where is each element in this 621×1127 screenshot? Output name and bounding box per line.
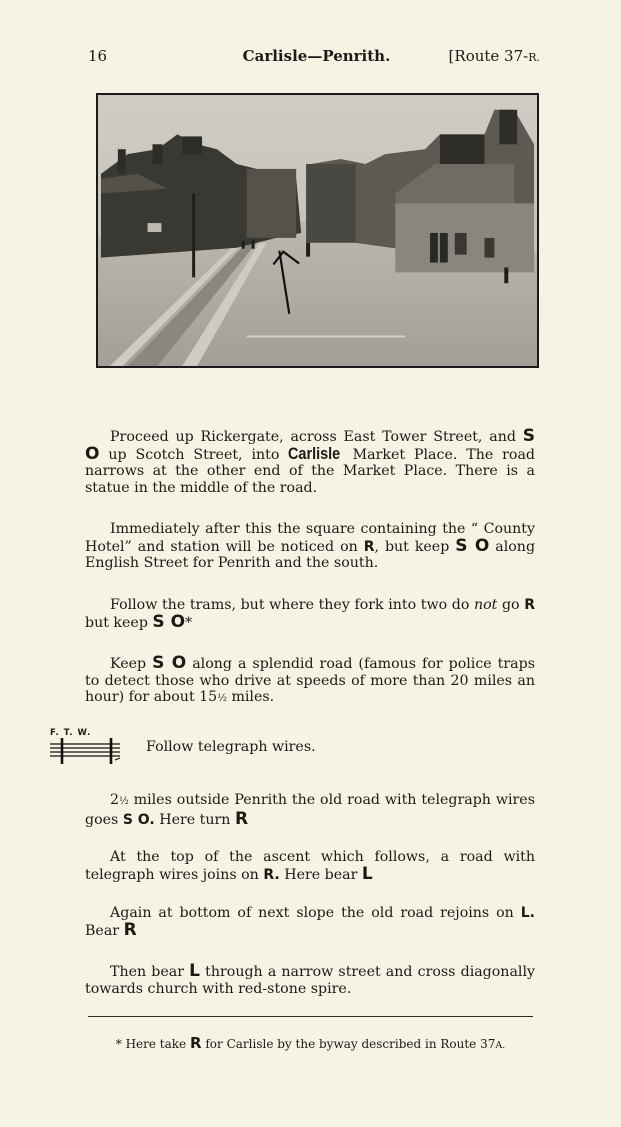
left-symbol: L (189, 961, 200, 981)
text: miles outside Penrith the old road with telegraph wires goes (85, 792, 535, 828)
text: Keep (110, 656, 147, 672)
text: for Carlisle by the byway described in Route 37 (205, 1037, 496, 1051)
paragraph-7 (85, 905, 535, 939)
right-symbol: R (524, 597, 535, 613)
right-symbol: R (189, 1034, 202, 1052)
running-title: Carlisle—Penrith. (242, 47, 391, 65)
paragraph-4 (85, 655, 535, 708)
telegraph-wires-icon (48, 728, 124, 768)
right-symbol: R. (263, 866, 280, 883)
straight-on-symbol: S O. (122, 811, 155, 828)
straight-on-symbol: S O (152, 611, 186, 632)
paragraph-2 (85, 521, 535, 572)
text: Bear (85, 922, 120, 939)
text: through a narrow street and cross diagonally towards church with red-stone spire. (85, 964, 535, 997)
text: At the top of the ascent which follows, a road with telegraph wires joins on (85, 849, 535, 883)
route-suffix: R. (528, 51, 540, 64)
text: along a splendid road (famous for police traps to detect those who drive at speeds of more than 20 miles an hour) for about 15 (85, 656, 535, 705)
fraction: ½ (217, 693, 227, 704)
right-symbol: R (363, 538, 375, 555)
straight-on-symbol: S O (455, 535, 490, 556)
left-symbol: L (361, 863, 373, 884)
footnote (0, 1034, 621, 1052)
ftw-label: F. T. W. (50, 728, 92, 738)
paragraph-6 (85, 849, 535, 883)
text: * Here take (115, 1037, 187, 1051)
paragraph-8 (85, 963, 535, 997)
text: Again at bottom of next slope the old road rejoins on (110, 905, 514, 921)
text: 2 (110, 792, 120, 808)
route-reference (449, 47, 540, 65)
text: Immediately after this the square containing the “ County Hotel” and station will be noticed on (85, 521, 535, 555)
fraction: ½ (119, 796, 129, 807)
town-name: Carlisle (288, 443, 341, 463)
straight-on-symbol: S O (85, 426, 535, 464)
straight-on-symbol: S O (152, 653, 187, 673)
page-header (88, 47, 540, 67)
route-suffix: A. (495, 1040, 506, 1051)
text: Follow the trams, but where they fork into two do (110, 597, 470, 613)
text: Here turn (159, 811, 231, 828)
text: , but keep (374, 538, 450, 555)
paragraph-3 (85, 597, 535, 631)
text: go (501, 597, 520, 613)
street-photograph (96, 93, 539, 368)
text: but keep (85, 614, 148, 631)
paragraph-5 (85, 792, 535, 828)
ftw-caption: Follow telegraph wires. (146, 739, 316, 755)
emphasis: not (473, 597, 498, 613)
left-symbol: L. (520, 905, 535, 921)
route-prefix: [Route 37- (448, 47, 529, 65)
text: Proceed up Rickergate, across East Tower Street, and (110, 429, 516, 445)
text: along English Street for Penrith and the south. (85, 538, 536, 571)
text: up Scotch Street, into (108, 446, 280, 463)
text: miles. (231, 689, 275, 705)
footnote-divider (88, 1016, 533, 1017)
footnote-marker: * (185, 614, 193, 631)
page-number: 16 (88, 47, 108, 65)
paragraph-1 (85, 428, 535, 496)
right-symbol: R (123, 919, 137, 940)
text: Market Place. The road narrows at the other end of the Market Place. There is a statue in the middle of the road. (85, 446, 536, 496)
right-symbol: R (234, 808, 249, 829)
text: Here bear (284, 866, 358, 883)
text: Then bear (110, 964, 184, 980)
